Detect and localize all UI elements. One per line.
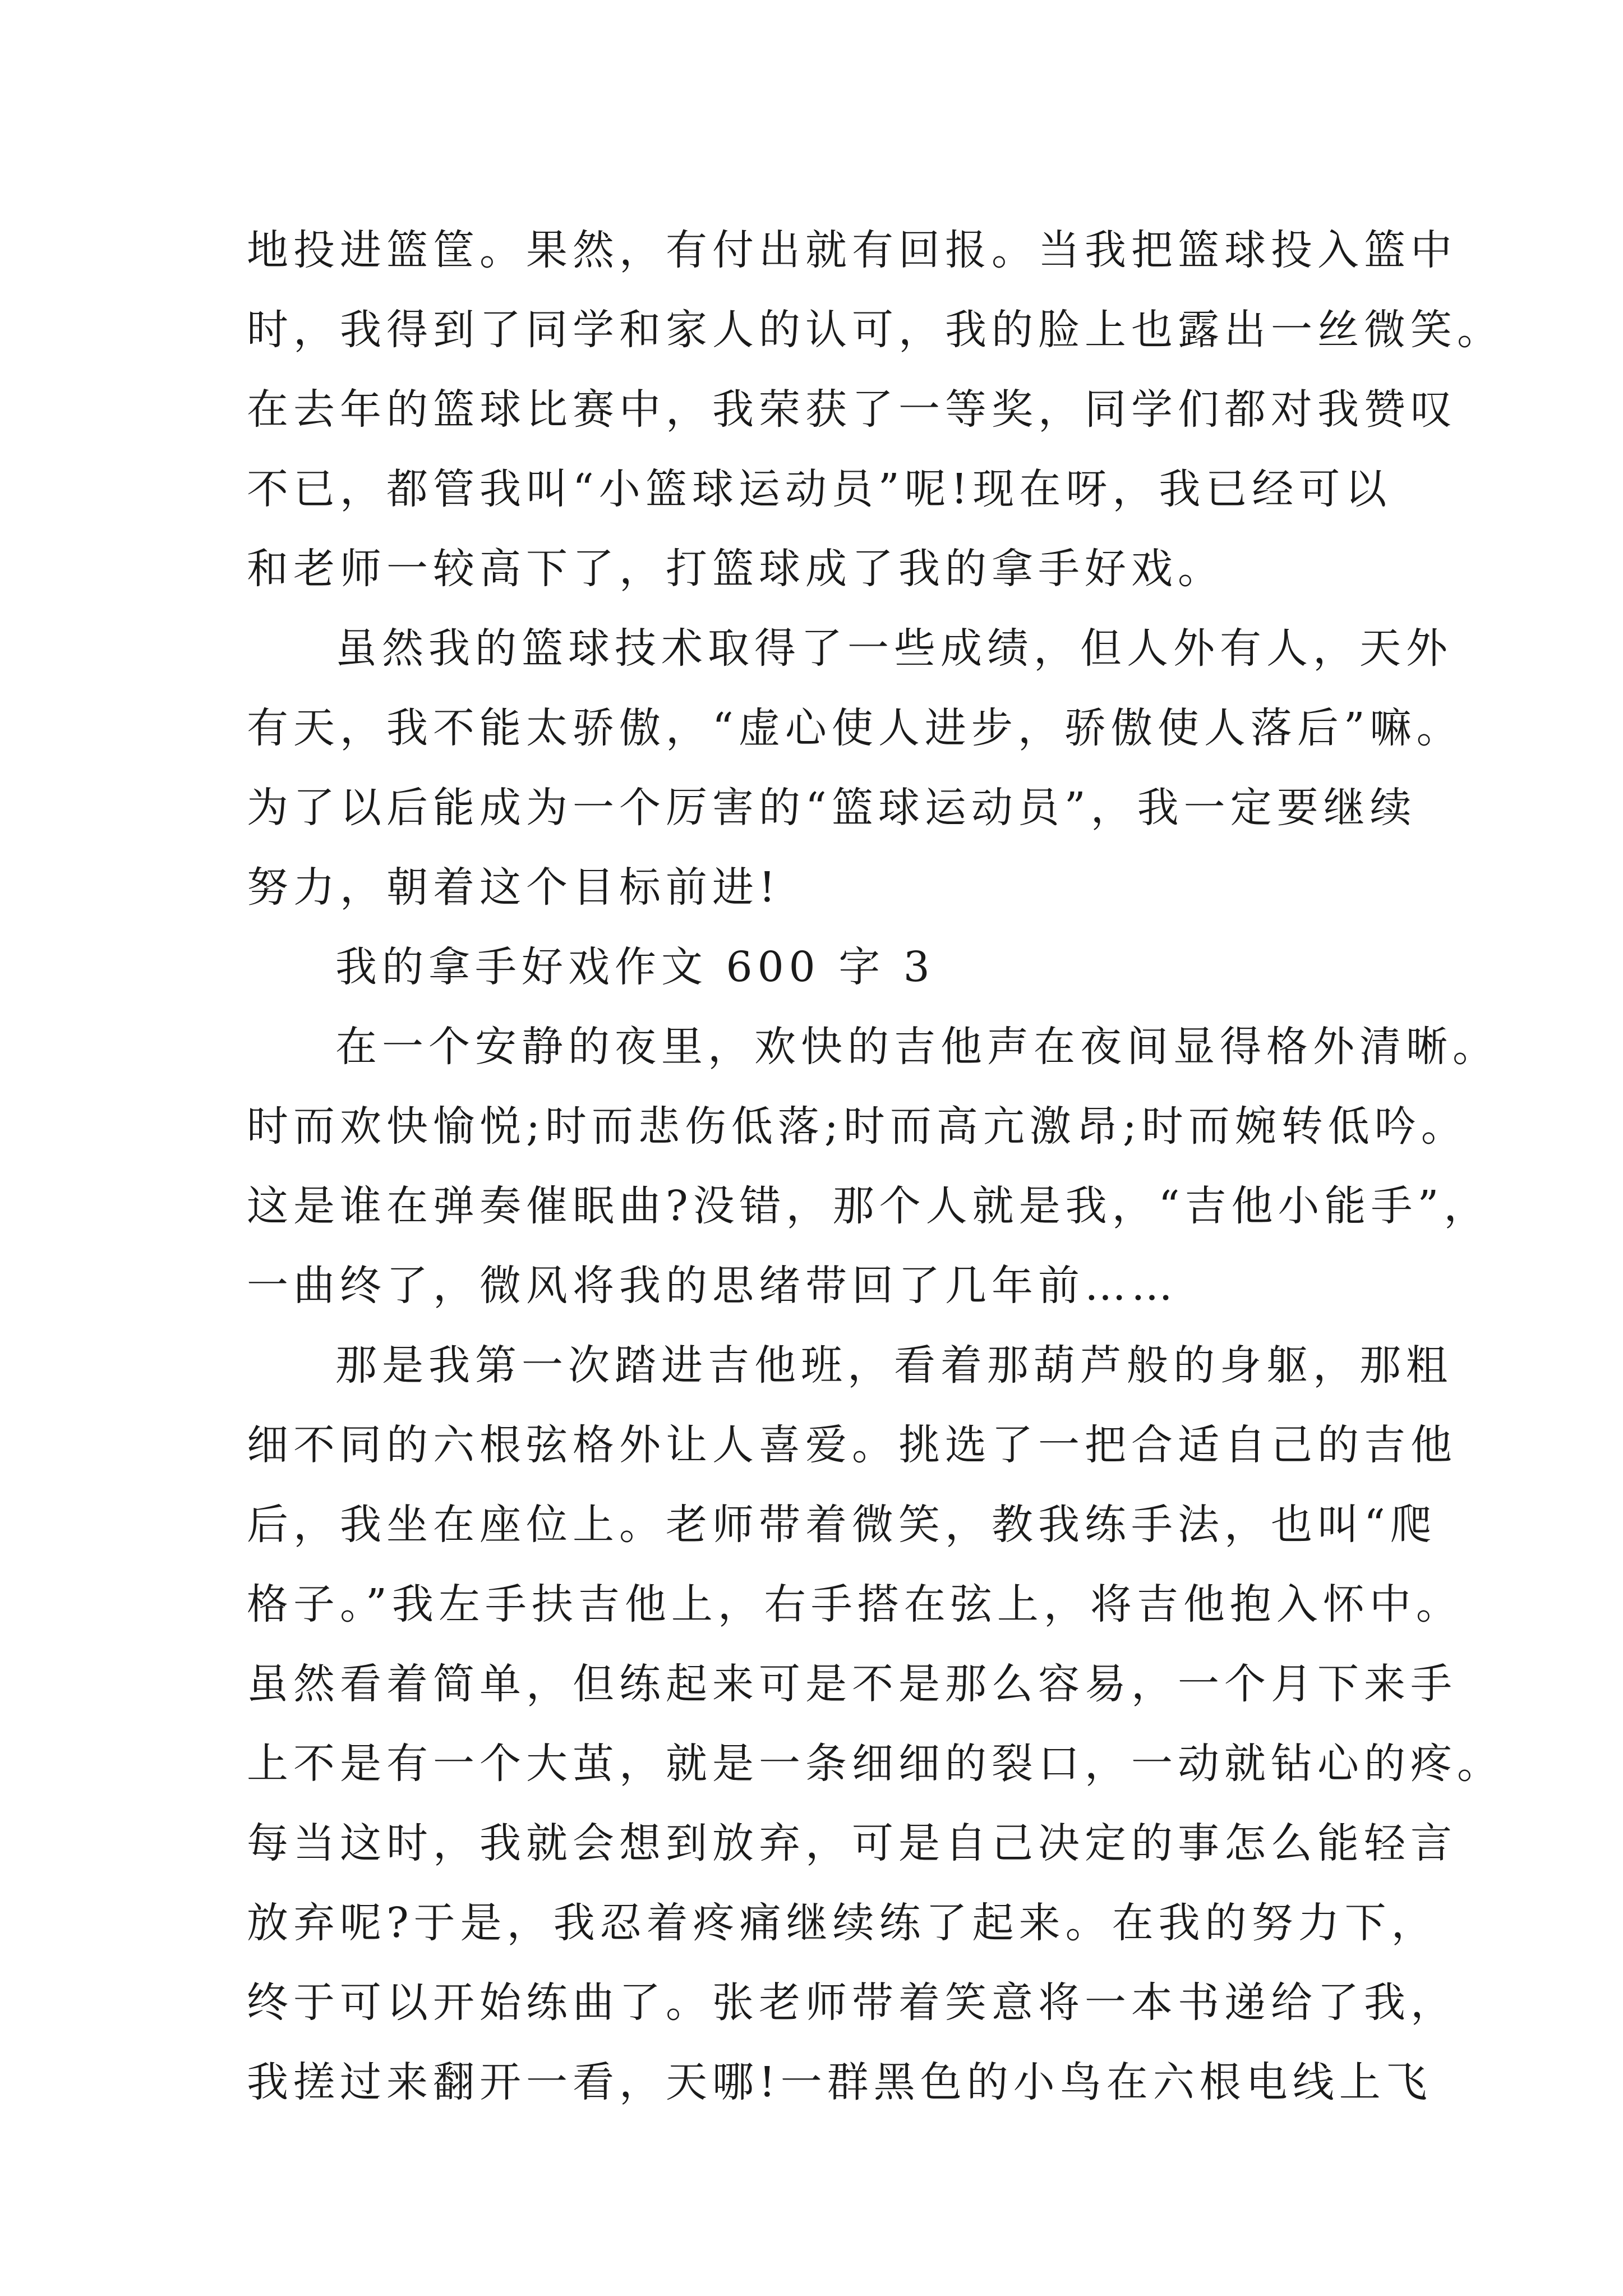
- text-line: 时，我得到了同学和家人的认可，我的脸上也露出一丝微笑。: [247, 306, 1504, 354]
- text-line: 那是我第一次踏进吉他班，看着那葫芦般的身躯，那粗: [335, 1341, 1453, 1389]
- text-line: 格子。”我左手扶吉他上，右手搭在弦上，将吉他抱入怀中。: [247, 1580, 1463, 1628]
- text-line: 上不是有一个大茧，就是一条细细的裂口，一动就钻心的疼。: [247, 1740, 1504, 1788]
- text-line: 虽然我的篮球技术取得了一些成绩，但人外有人，天外: [335, 624, 1453, 673]
- text-line: 时而欢快愉悦;时而悲伤低落;时而高亢激昂;时而婉转低吟。: [247, 1102, 1468, 1151]
- text-line: 努力，朝着这个目标前进!: [247, 863, 781, 912]
- text-line: 后，我坐在座位上。老师带着微笑，教我练手法，也叫“爬: [247, 1501, 1437, 1549]
- text-line: 不已，都管我叫“小篮球运动员”呢!现在呀，我已经可以: [247, 465, 1392, 513]
- text-line: 有天，我不能太骄傲，“虚心使人进步，骄傲使人落后”嘛。: [247, 704, 1463, 752]
- text-line: 在去年的篮球比赛中，我荣获了一等奖，同学们都对我赞叹: [247, 385, 1457, 434]
- text-line: 和老师一较高下了，打篮球成了我的拿手好戏。: [247, 545, 1224, 593]
- text-line: 地投进篮筐。果然，有付出就有回报。当我把篮球投入篮中: [247, 226, 1457, 274]
- text-line: 这是谁在弹奏催眠曲?没错，那个人就是我，“吉他小能手”，: [247, 1182, 1491, 1230]
- text-line: 我的拿手好戏作文 600 字 3: [335, 943, 935, 991]
- text-line: 虽然看着简单，但练起来可是不是那么容易，一个月下来手: [247, 1660, 1457, 1708]
- text-line: 终于可以开始练曲了。张老师带着笑意将一本书递给了我，: [247, 1978, 1457, 2027]
- text-line: 我搓过来翻开一看，天哪!一群黑色的小鸟在六根电线上飞: [247, 2058, 1432, 2106]
- text-line: 每当这时，我就会想到放弃，可是自己决定的事怎么能轻言: [247, 1819, 1457, 1867]
- text-line: 细不同的六根弦格外让人喜爱。挑选了一把合适自己的吉他: [247, 1421, 1457, 1469]
- text-line: 放弃呢?于是，我忍着疼痛继续练了起来。在我的努力下，: [247, 1899, 1438, 1947]
- text-line: 一曲终了，微风将我的思绪带回了几年前……: [247, 1262, 1178, 1310]
- article-body: [247, 210, 1504, 2122]
- text-line: 在一个安静的夜里，欢快的吉他声在夜间显得格外清晰。: [335, 1023, 1499, 1071]
- text-line: 为了以后能成为一个厉害的“篮球运动员”，我一定要继续: [247, 784, 1417, 832]
